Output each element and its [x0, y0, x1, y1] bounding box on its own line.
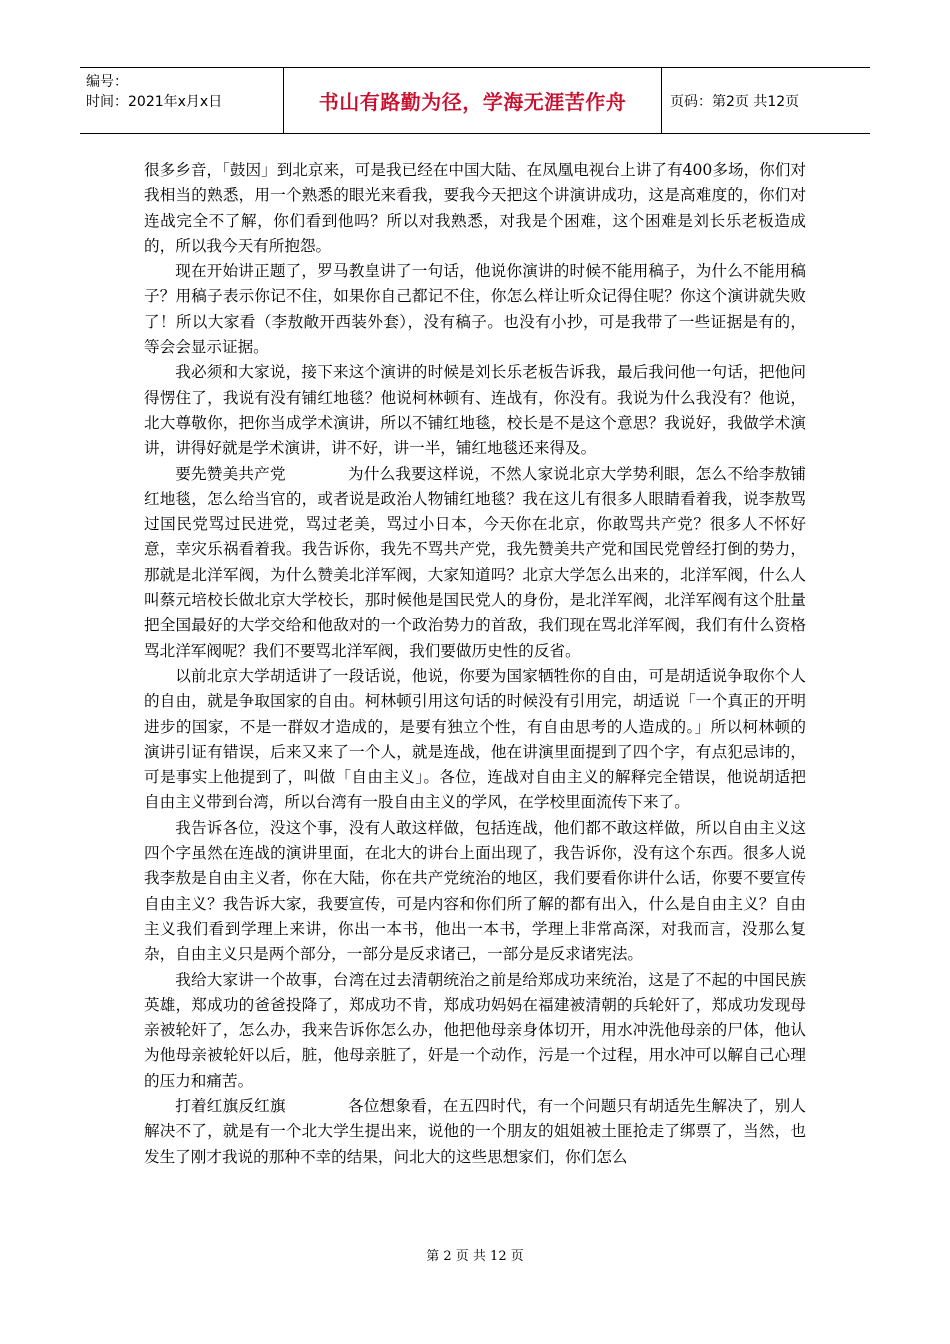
page-footer — [0, 1245, 950, 1264]
paragraph-text: 以前北京大学胡适讲了一段话说，他说，你要为国家牺牲你的自由，可是胡适说争取你个人的自由，就是争取国家的自由。柯林顿引用这句话的时候没有引用完，胡适说「一个真正的开明进步的国家，不是一群奴才造成的，是要有独立个性，有自由思考的人造成的。」所以柯林顿的演讲引证有错误，后来又来了一个人，就是连战，他在讲演里面提到了四个字，有点犯忌讳的，可是事实上他提到了，叫做「自由主义」。各位，连战对自由主义的解释完全错误，他说胡适把自由主义带到台湾，所以台湾有一股自由主义的学风，在学校里面流传下来了。 — [144, 666, 806, 812]
body-paragraph — [144, 360, 806, 461]
paragraph-text: 我必须和大家说，接下来这个演讲的时候是刘长乐老板告诉我，最后我问他一句话，把他问得愣住了，我说有没有铺红地毯？他说柯林顿有、连战有，你没有。我说为什么我没有？他说，北大尊敬你，把你当成学术演讲，所以不铺红地毯，校长是不是这个意思？我说好，我做学术演讲，讲得好就是学术演讲，讲不好，讲一半，铺红地毯还来得及。 — [144, 363, 806, 458]
paragraph-text: 各位想象看，在五四时代，有一个问题只有胡适先生解决了，别人解决不了，就是有一个北大学生提出来，说他的一个朋友的姐姐被土匪抢走了绑票了，当然，也发生了刚才我说的那种不幸的结果，问北大的这些思想家们，你们怎么 — [144, 1096, 806, 1166]
body-paragraph — [144, 968, 806, 1094]
doc-number-label: 编号： — [86, 74, 128, 90]
header-page-info: 页码：第2页 共12页 — [670, 93, 800, 110]
document-header — [80, 67, 870, 134]
body-paragraph — [144, 1094, 806, 1170]
body-paragraph — [144, 664, 806, 816]
paragraph-text: 我给大家讲一个故事，台湾在过去清朝统治之前是给郑成功来统治，这是了不起的中国民族英雄，郑成功的爸爸投降了，郑成功不肯，郑成功妈妈在福建被清朝的兵轮奸了，郑成功发现母亲被轮奸了，怎么办，我来告诉你怎么办，他把他母亲身体切开，用水冲洗他母亲的尸体，他认为他母亲被轮奸以后，脏，他母亲脏了，奸是一个动作，污是一个过程，用水冲可以解自己心理的压力和痛苦。 — [144, 970, 806, 1090]
body-paragraph — [144, 462, 806, 664]
header-meta-cell — [80, 68, 284, 133]
body-paragraph — [144, 259, 806, 360]
section-heading: 要先赞美共产党 — [175, 464, 286, 483]
date-label: 时间：2021年x月x日 — [86, 94, 223, 110]
document-body — [144, 158, 806, 1170]
paragraph-text: 很多乡音，「鼓因」到北京来，可是我已经在中国大陆、在凤凰电视台上讲了有400多场，你们对我相当的熟悉，用一个熟悉的眼光来看我，要我今天把这个讲演讲成功，这是高难度的，你们对连战完全不了解，你们看到他吗？所以对我熟悉，对我是个困难，这个困难是刘长乐老板造成的，所以我今天有所抱怨。 — [144, 161, 806, 255]
header-motto-cell — [284, 68, 662, 133]
section-heading: 打着红旗反红旗 — [175, 1096, 286, 1115]
body-paragraph — [144, 158, 806, 259]
paragraph-text: 现在开始讲正题了，罗马教皇讲了一句话，他说你演讲的时候不能用稿子，为什么不能用稿子？用稿子表示你记不住，如果你自己都记不住，你怎么样让听众记得住呢？你这个演讲就失败了！所以大家看（李敖敞开西装外套），没有稿子。也没有小抄，可是我带了一些证据是有的，等会会显示证据。 — [144, 262, 806, 357]
header-motto: 书山有路勤为径，学海无涯苦作舟 — [318, 90, 627, 114]
paragraph-text: 我告诉各位，没这个事，没有人敢这样做，包括连战，他们都不敢这样做，所以自由主义这四个字虽然在连战的演讲里面，在北大的讲台上面出现了，我告诉你，没有这个东西。很多人说我李敖是自由主义者，你在大陆，你在共产党统治的地区，我们要看你讲什么话，你要不要宣传自由主义？我告诉大家，我要宣传，可是内容和你们所了解的都有出入，什么是自由主义？自由主义我们看到学理上来讲，你出一本书，他出一本书，学理上非常高深，对我而言，没那么复杂，自由主义只是两个部分，一部分是反求诸己，一部分是反求诸宪法。 — [144, 818, 806, 964]
paragraph-text: 为什么我要这样说，不然人家说北京大学势利眼，怎么不给李敖铺红地毯，怎么给当官的，或者说是政治人物铺红地毯？我在这儿有很多人眼睛看着我，说李敖骂过国民党骂过民进党，骂过老美，骂过小日本，今天你在北京，你敢骂共产党？很多人不怀好意，幸灾乐祸看着我。我告诉你，我先不骂共产党，我先赞美共产党和国民党曾经打倒的势力，那就是北洋军阀，为什么赞美北洋军阀，大家知道吗？北京大学怎么出来的，北洋军阀，什么人叫蔡元培校长做北京大学校长，那时候他是国民党人的身份，是北洋军阀，北洋军阀有这个肚量把全国最好的大学交给和他敌对的一个政治势力的首敌，我们现在骂北洋军阀，我们有什么资格骂北洋军阀呢？我们不要骂北洋军阀，我们要做历史性的反省。 — [144, 464, 806, 660]
body-paragraph — [144, 816, 806, 968]
header-page-cell — [662, 68, 870, 133]
footer-page-number: 第 2 页 共 12 页 — [426, 1249, 524, 1264]
